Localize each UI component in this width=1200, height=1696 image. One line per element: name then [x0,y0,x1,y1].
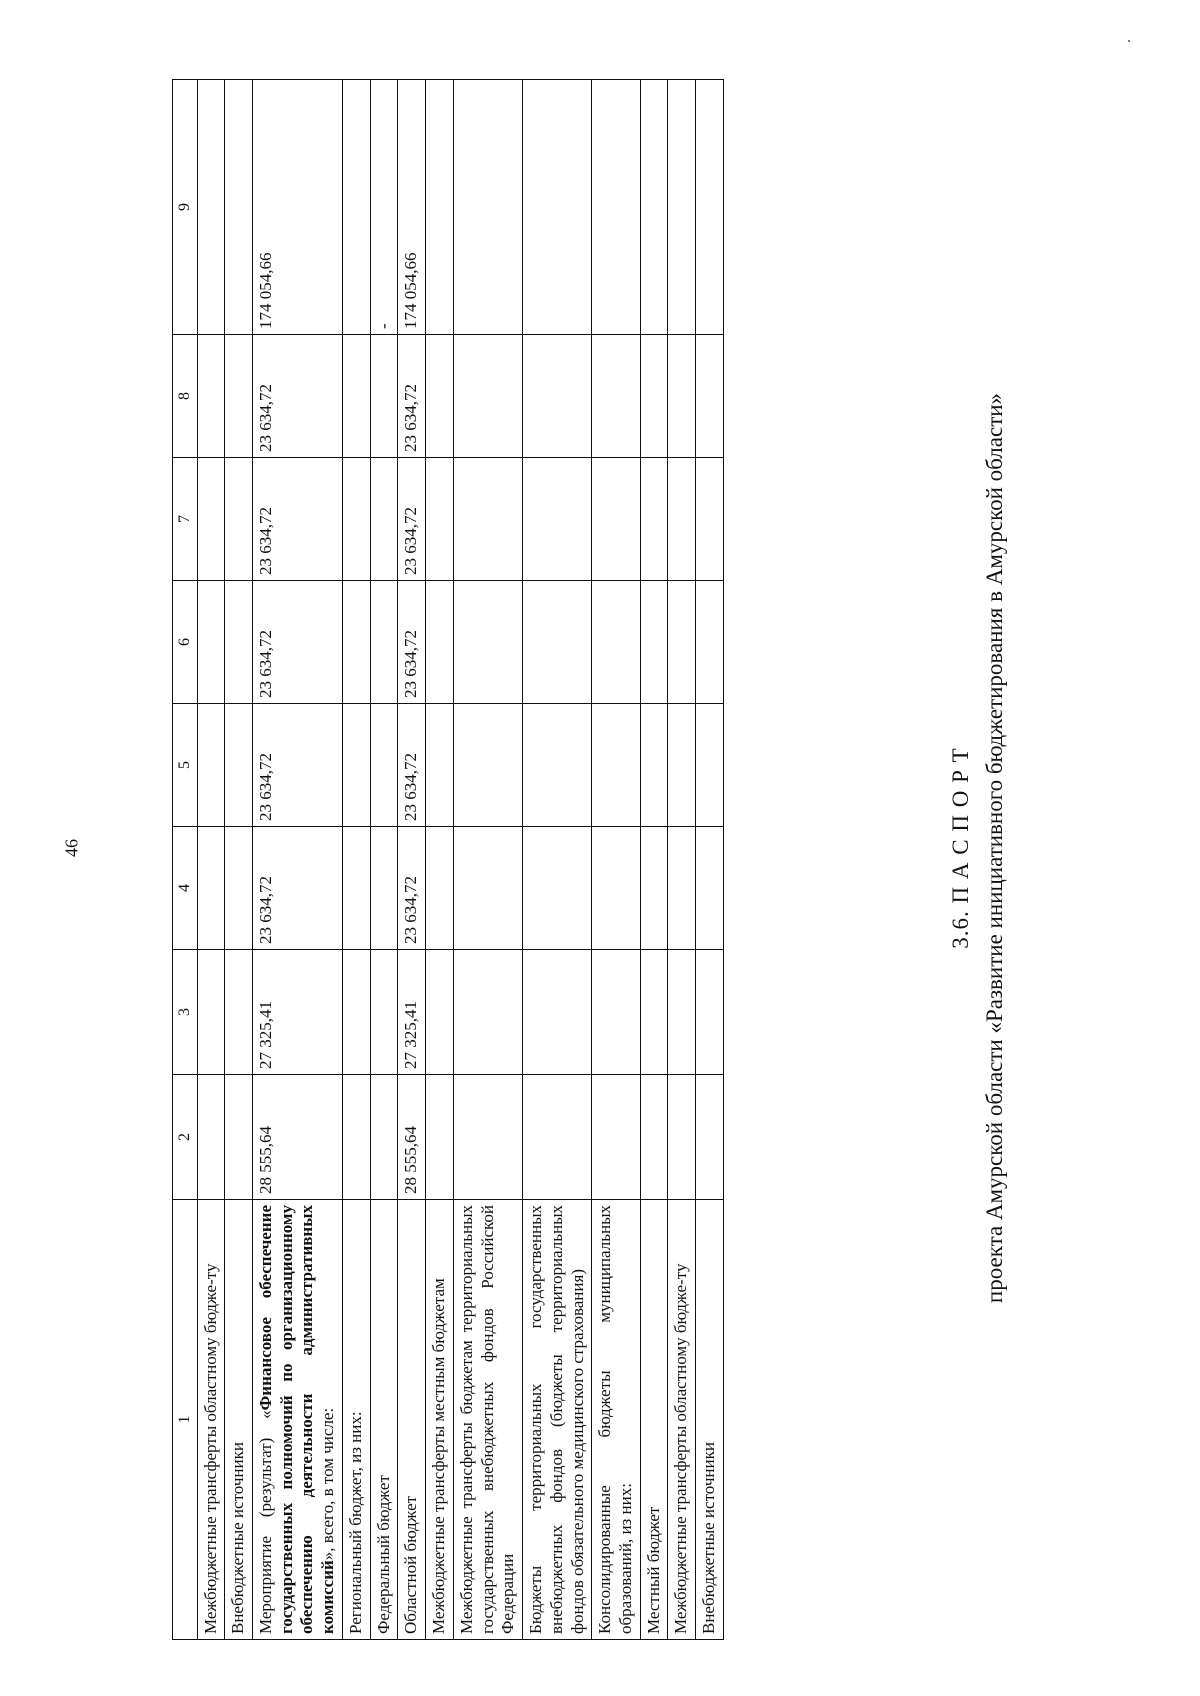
value-cell [640,1075,668,1200]
value-cell: 28 555,64 [398,1075,426,1200]
value-cell: 23 634,72 [252,335,342,458]
section-heading: 3.6. П А С П О Р Т [948,747,973,949]
header-cell: 9 [173,80,198,335]
table-row [523,80,592,1640]
value-cell [640,80,668,335]
measure-title: Финансовое обеспечение государственных полномочий по организационному обеспечению деятельности административных комиссий [255,1205,338,1634]
value-cell [523,827,592,950]
value-cell [342,950,370,1075]
table-row [696,80,724,1640]
value-cell [668,458,696,581]
header-cell: 1 [173,1200,198,1640]
measure-suffix: », всего, в том числе: [318,1407,338,1561]
value-cell [523,458,592,581]
value-cell [696,1075,724,1200]
value-cell [225,80,253,335]
header-cell: 6 [173,581,198,704]
value-cell [640,581,668,704]
value-cell: 174 054,66 [398,80,426,335]
value-cell: 27 325,41 [398,950,426,1075]
value-cell [225,704,253,827]
value-cell [197,80,225,335]
value-cell: 23 634,72 [252,827,342,950]
table-row [342,80,370,1640]
value-cell [370,581,398,704]
row-label: Внебюджетные источники [696,1200,724,1640]
value-cell: 23 634,72 [398,581,426,704]
value-cell [592,704,640,827]
passport-title-block [948,148,1008,1548]
table-row [426,80,454,1640]
value-cell [370,458,398,581]
value-cell: 23 634,72 [252,581,342,704]
value-cell: 23 634,72 [398,704,426,827]
value-cell [523,1075,592,1200]
value-cell [225,581,253,704]
table-row [592,80,640,1640]
value-cell [342,581,370,704]
value-cell [197,950,225,1075]
value-cell [342,458,370,581]
value-cell [453,458,522,581]
value-cell: 28 555,64 [252,1075,342,1200]
value-cell [370,704,398,827]
value-cell [696,458,724,581]
row-label: Федеральный бюджет [370,1200,398,1640]
value-cell [523,80,592,335]
value-cell: 23 634,72 [398,335,426,458]
value-cell [668,827,696,950]
table-row [640,80,668,1640]
value-cell [523,704,592,827]
value-cell [370,950,398,1075]
row-label: Консолидированные бюджеты муниципальных образований, из них: [592,1200,640,1640]
table-row [197,80,225,1640]
value-cell [668,335,696,458]
value-cell [370,1075,398,1200]
value-cell [453,704,522,827]
value-cell [523,581,592,704]
value-cell [696,827,724,950]
header-cell: 3 [173,950,198,1075]
measure-prefix: Мероприятие (результат) « [255,1410,275,1634]
value-cell [426,458,454,581]
value-cell [342,1075,370,1200]
value-cell [696,335,724,458]
section-subtitle: проекта Амурской области «Развитие инициативного бюджетирования в Амурской области» [982,392,1007,1304]
header-row [173,80,198,1640]
value-cell: 174 054,66 [252,80,342,335]
budget-table [172,79,724,1640]
value-cell [640,458,668,581]
value-cell [197,704,225,827]
value-cell [668,80,696,335]
value-cell [225,335,253,458]
value-cell [592,335,640,458]
value-cell [668,950,696,1075]
value-cell [342,80,370,335]
value-cell [592,581,640,704]
value-cell: 23 634,72 [252,704,342,827]
value-cell [640,827,668,950]
row-label: Внебюджетные источники [225,1200,253,1640]
value-cell [592,827,640,950]
value-cell [668,1075,696,1200]
row-label: Межбюджетные трансферты бюджетам территориальных государственных внебюджетных фондов Российской Федерации [453,1200,522,1640]
value-cell [592,80,640,335]
value-cell [426,80,454,335]
value-cell [592,950,640,1075]
table-row [453,80,522,1640]
table-row [370,80,398,1640]
value-cell [668,704,696,827]
header-cell: 2 [173,1075,198,1200]
value-cell [453,1075,522,1200]
page-number: 46 [61,839,82,857]
value-cell [696,950,724,1075]
row-label: Межбюджетные трансферты местным бюджетам [426,1200,454,1640]
value-cell [426,950,454,1075]
value-cell [668,581,696,704]
value-cell: - [370,80,398,335]
table-row-measure [252,80,342,1640]
value-cell [426,1075,454,1200]
value-cell [342,704,370,827]
row-label: Межбюджетные трансферты областному бюдже-ту [197,1200,225,1640]
table-row [398,80,426,1640]
row-label: Местный бюджет [640,1200,668,1640]
value-cell [640,335,668,458]
value-cell [453,80,522,335]
value-cell [426,581,454,704]
value-cell: 23 634,72 [252,458,342,581]
value-cell [592,1075,640,1200]
value-cell [370,827,398,950]
value-cell [453,827,522,950]
header-cell: 8 [173,335,198,458]
row-label: Региональный бюджет, из них: [342,1200,370,1640]
value-cell [523,950,592,1075]
value-cell [197,335,225,458]
value-cell [592,458,640,581]
value-cell [370,335,398,458]
value-cell [696,704,724,827]
header-cell: 4 [173,827,198,950]
value-cell [696,581,724,704]
value-cell [225,458,253,581]
table-row [225,80,253,1640]
value-cell [523,335,592,458]
value-cell [225,950,253,1075]
value-cell: 23 634,72 [398,827,426,950]
value-cell [453,581,522,704]
row-label: Областной бюджет [398,1200,426,1640]
value-cell [197,1075,225,1200]
value-cell [696,80,724,335]
value-cell [426,704,454,827]
row-label: Межбюджетные трансферты областному бюдже-ту [668,1200,696,1640]
value-cell [640,704,668,827]
value-cell [426,827,454,950]
header-cell: 7 [173,458,198,581]
value-cell [225,1075,253,1200]
value-cell [453,335,522,458]
scan-speck [1128,40,1130,42]
row-label: Бюджеты территориальных государственных внебюджетных фондов (бюджеты территориальных фондов обязательного медицинского страхования) [523,1200,592,1640]
value-cell [453,950,522,1075]
value-cell [426,335,454,458]
value-cell [342,827,370,950]
value-cell: 23 634,72 [398,458,426,581]
value-cell [197,827,225,950]
row-label-measure [252,1200,342,1640]
header-cell: 5 [173,704,198,827]
value-cell: 27 325,41 [252,950,342,1075]
value-cell [225,827,253,950]
value-cell [197,581,225,704]
value-cell [197,458,225,581]
value-cell [640,950,668,1075]
table-row [668,80,696,1640]
value-cell [342,335,370,458]
